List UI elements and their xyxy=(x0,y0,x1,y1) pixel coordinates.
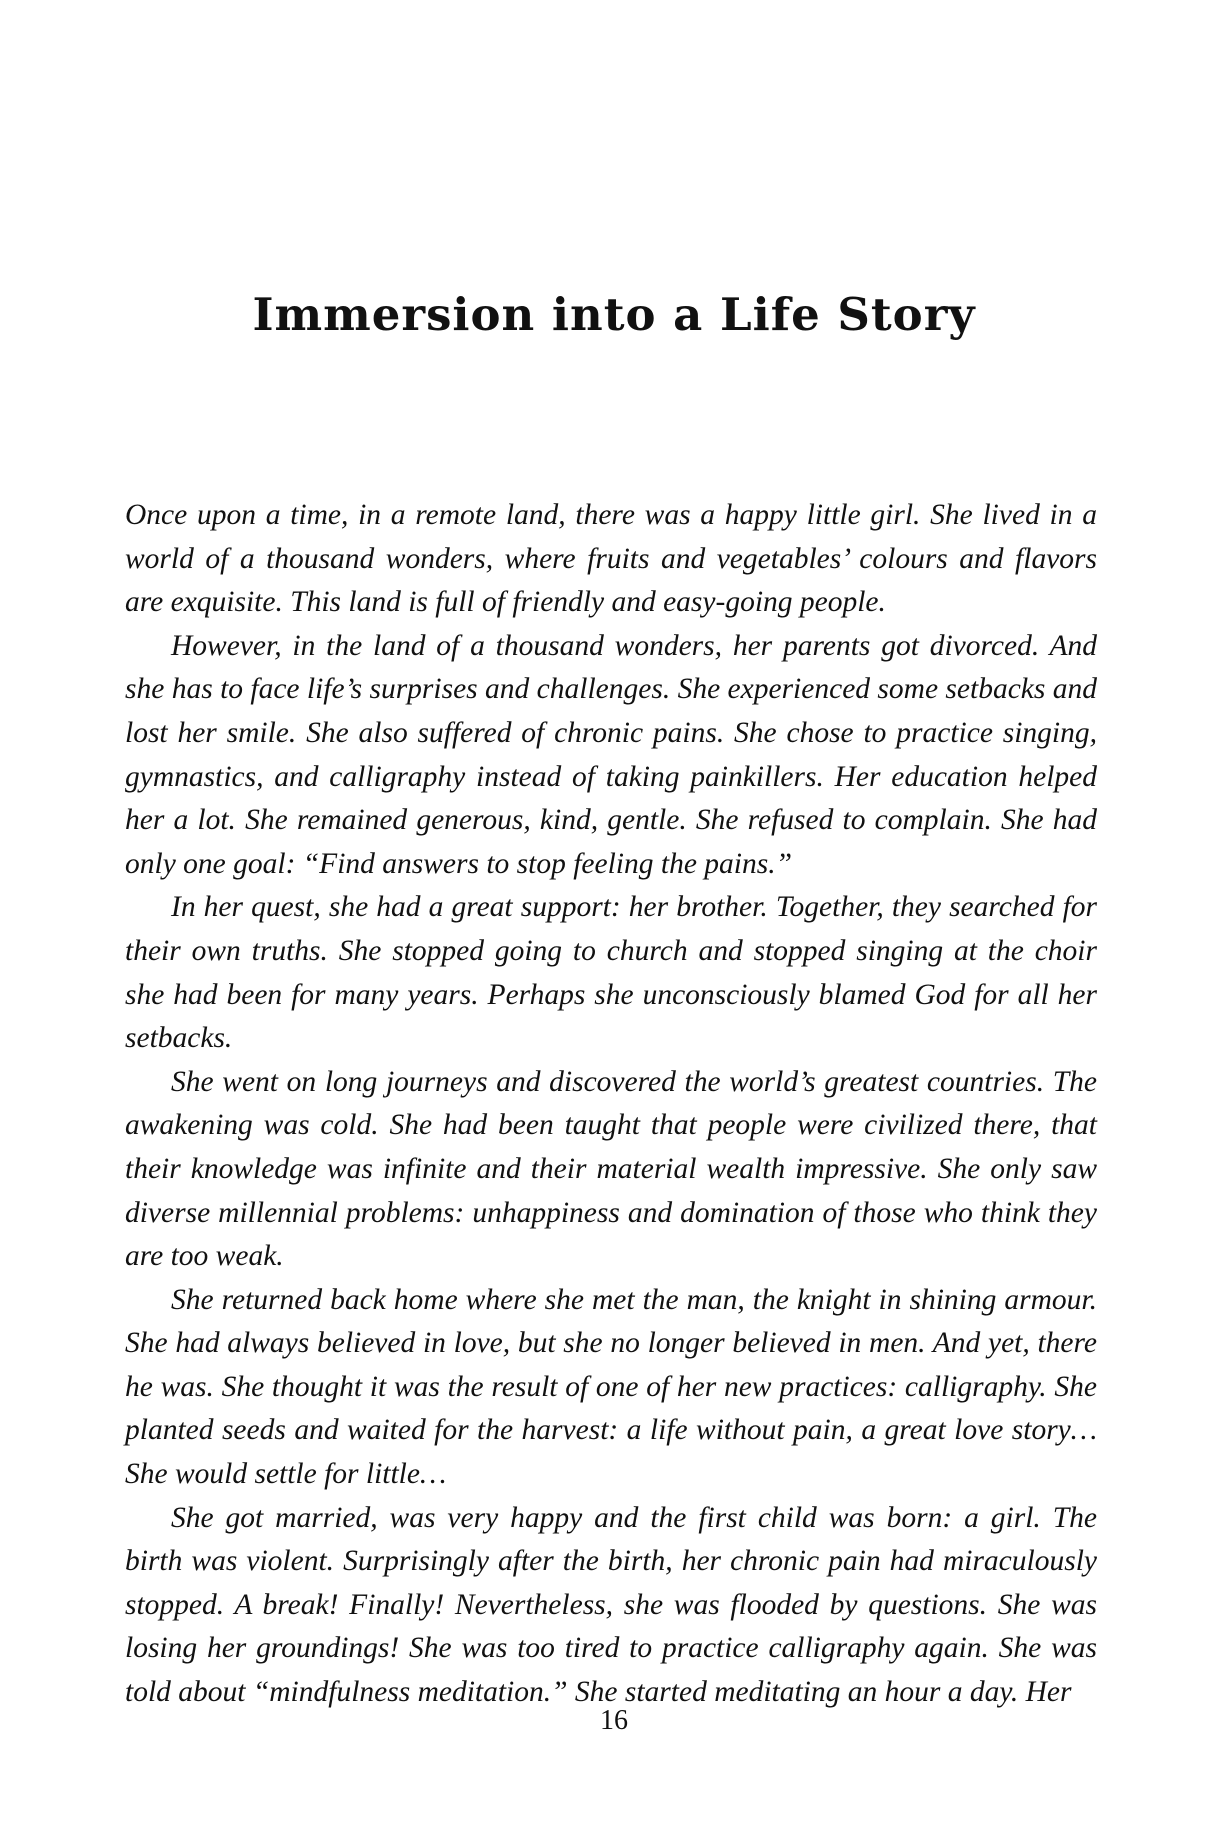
paragraph: She got married, was very happy and the first child was born: a girl. The birth was violent. Surprisingly after the birth, her chronic pain had miraculously stopped. A break! Finally! Nevertheless, she was flooded by questions. She was losing her groundings! She was too tired to practice calligraphy again. She was told about “mindfulness meditation.” She started meditating an hour a day. Her xyxy=(125,1501,1097,1709)
paragraph: She went on long journeys and discovered the world’s greatest countries. The awakening was cold. She had been taught that people were civilized there, that their knowledge was infinite and their material wealth impressive. She only saw diverse millennial problems: unhappiness and domination of those who think they are too weak. xyxy=(125,1065,1097,1273)
page-number: 16 xyxy=(600,1705,628,1736)
chapter-title: Immersion into a Life Story xyxy=(252,288,976,341)
paragraph: Once upon a time, in a remote land, there was a happy little girl. She lived in a world of a thousand wonders, where fruits and vegetables’ colours and flavors are exquisite. This land is full of friendly and easy-going people. xyxy=(125,499,1097,619)
paragraph: However, in the land of a thousand wonders, her parents got divorced. And she has to face life’s surprises and challenges. She experienced some setbacks and lost her smile. She also suffered of chronic pains. She chose to practice singing, gymnastics, and calligraphy instead of taking painkillers. Her education helped her a lot. She remained generous, kind, gentle. She refused to complain. She had only one goal: “Find answers to stop feeling the pains.” xyxy=(125,629,1097,880)
body-text xyxy=(125,494,1097,1715)
paragraph: She returned back home where she met the man, the knight in shining armour. She had always believed in love, but she no longer believed in men. And yet, there he was. She thought it was the result of one of her new practices: calligraphy. She planted seeds and waited for the harvest: a life without pain, a great love story…She would settle for little… xyxy=(125,1283,1097,1491)
paragraph: In her quest, she had a great support: her brother. Together, they searched for their own truths. She stopped going to church and stopped singing at the choir she had been for many years. Perhaps she unconsciously blamed God for all her setbacks. xyxy=(125,891,1097,1055)
